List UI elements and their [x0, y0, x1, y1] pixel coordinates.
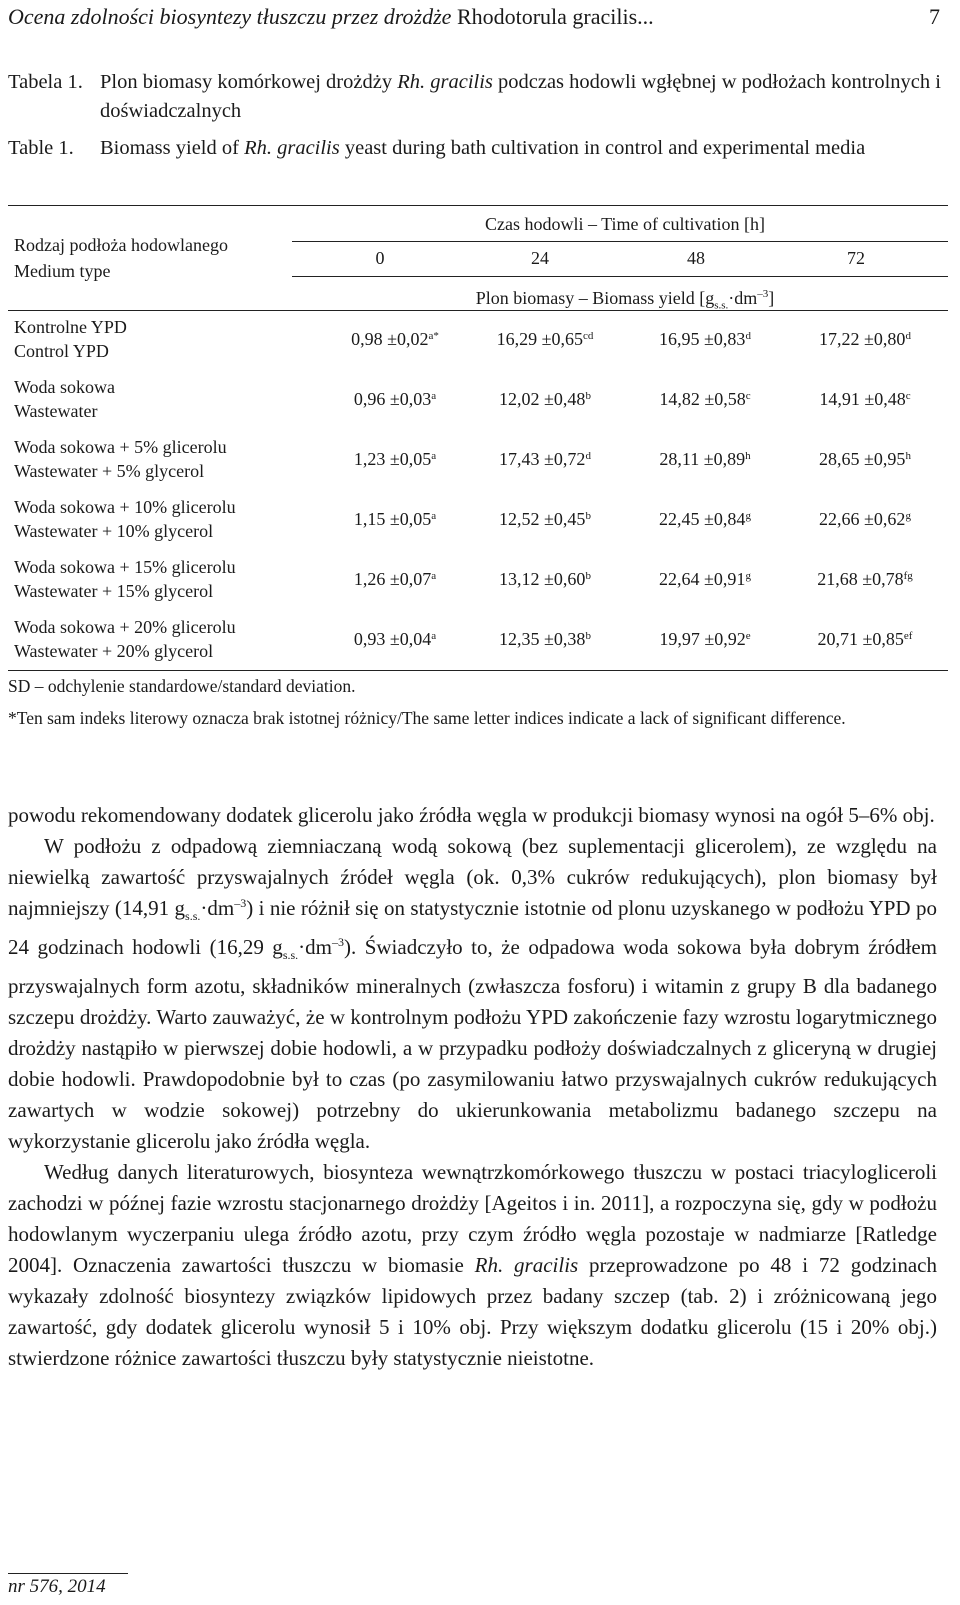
body-text: [8, 800, 937, 1374]
header-title-text: Ocena zdolności biosyntezy tłuszczu przez drożdże: [8, 4, 457, 29]
cell-value: 19,97 ±0,92: [659, 629, 746, 649]
header-title-species: Rhodotorula gracilis...: [456, 4, 654, 29]
cell-index-letter: b: [585, 510, 591, 522]
yield-header-suffix: ]: [768, 288, 775, 308]
cell-index-letter: d: [905, 330, 911, 342]
cell-value: 0,96 ±0,03: [353, 389, 432, 409]
cell-index-letter: fg: [903, 570, 913, 582]
cell-index-letter: b: [585, 570, 591, 582]
table-cell: [620, 387, 790, 414]
yield-header: [320, 282, 930, 318]
time-48: 48: [687, 248, 705, 268]
table-cell: [310, 507, 480, 534]
time-72: 72: [847, 248, 865, 268]
caption-pl-label: Tabela 1.: [8, 71, 83, 93]
cell-index-letter: b: [585, 390, 591, 402]
table-cell: [780, 567, 950, 594]
cell-value: 14,91 ±0,48: [819, 389, 906, 409]
table-caption-en: [0, 134, 960, 194]
table-cell: [460, 627, 630, 654]
row-label-en: Wastewater + 10% glycerol: [14, 521, 214, 541]
table-cell: [620, 327, 790, 354]
running-header-title: [8, 4, 654, 30]
table-cell: [780, 627, 950, 654]
time-header-rule: [292, 241, 948, 242]
caption-pl-text-after: podczas hodowli wgłębnej w podłożach kontrolnych i doświadczalnych: [100, 71, 941, 122]
cell-value: 17,22 ±0,80: [819, 329, 906, 349]
cell-index-letter: b: [585, 630, 591, 642]
cell-index-letter: a: [431, 390, 437, 402]
cell-value: 22,64 ±0,91: [659, 569, 746, 589]
table-cell: [460, 507, 630, 534]
cell-index-letter: c: [745, 390, 751, 402]
table-cell: [310, 327, 480, 354]
time-header: Czas hodowli – Time of cultivation [h]: [485, 214, 765, 234]
cell-value: 22,45 ±0,84: [659, 509, 746, 529]
cell-value: 14,82 ±0,58: [659, 389, 746, 409]
cell-value: 22,66 ±0,62: [819, 509, 906, 529]
cell-value: 28,11 ±0,89: [659, 449, 746, 469]
cell-value: 16,29 ±0,65: [496, 329, 583, 349]
cell-index-letter: c: [905, 390, 911, 402]
table-cell: [310, 447, 480, 474]
table-cell: [780, 387, 950, 414]
cell-index-letter: a: [431, 630, 437, 642]
caption-en-species: Rh. gracilis: [244, 137, 340, 159]
cell-index-letter: g: [745, 510, 751, 522]
cell-index-letter: cd: [583, 330, 594, 342]
cell-index-letter: h: [745, 450, 751, 462]
caption-en-label: Table 1.: [8, 137, 74, 159]
cell-value: 21,68 ±0,78: [817, 569, 904, 589]
p2-part-a: W podłożu z odpadową ziemniaczaną wodą sokową (bez suplementacji glicerolem), ze względu na niewielką zawartość przyswajalnych źródeł węgla (ok. 0,3% cukrów redukujących), plon biomasy był najmniejszy (14,91 g: [8, 834, 937, 920]
p2-unit-1: ·dm: [200, 896, 235, 920]
row-label-pl: Woda sokowa + 5% glicerolu: [14, 437, 227, 457]
cell-value: 12,52 ±0,45: [499, 509, 586, 529]
table-cell: [460, 567, 630, 594]
table-cell: [310, 387, 480, 414]
p3-part-a: Według danych literaturowych, biosynteza wewnątrzkomórkowego tłuszczu w postaci triacylogliceroli zachodzi w późnej fazie wzrostu stacjonarnego drożdży [Ageitos i in. 2011], a rozpoczyna się, gdy w podłożu hodowlanym wyczerpaniu ulega źródło azotu, przy czym źródło węgla pozostaje w nadmiarze [Ratledge 2004]. Oznaczenia zawartości tłuszczu w biomasie: [8, 1160, 937, 1278]
table-bottom-rule: [8, 670, 948, 671]
caption-en-text-after: yeast during bath cultivation in control and experimental media: [339, 137, 866, 159]
time-24: 24: [531, 248, 549, 268]
cell-value: 1,26 ±0,07: [353, 569, 432, 589]
cell-value: 0,98 ±0,02: [351, 329, 429, 349]
table-cell: [620, 567, 790, 594]
row-label-en: Wastewater + 15% glycerol: [14, 581, 214, 601]
row-label-en: Wastewater + 20% glycerol: [14, 641, 214, 661]
table-cell: [310, 627, 480, 654]
row-label-pl: Woda sokowa + 15% glicerolu: [14, 557, 236, 577]
caption-en-text: [100, 134, 948, 163]
cell-index-letter: e: [745, 630, 751, 642]
yield-header-sup: –3: [757, 288, 769, 300]
p2-sup-1: –3: [234, 896, 247, 910]
caption-pl-text: [100, 68, 948, 126]
cell-index-letter: ef: [903, 630, 913, 642]
table-cell: [460, 387, 630, 414]
table-cell: [780, 327, 950, 354]
table-cell: [620, 507, 790, 534]
paragraph-2: [8, 831, 937, 1157]
cell-index-letter: h: [905, 450, 911, 462]
p2-sub-2: s.s.: [282, 948, 299, 963]
table-row-label: [14, 435, 227, 483]
table-cell: [460, 327, 630, 354]
table-row-label: [14, 375, 115, 423]
row-header-en: Medium type: [14, 261, 111, 281]
page-number: 7: [929, 4, 940, 29]
cell-index-letter: g: [745, 570, 751, 582]
yield-header-sub: s.s.: [714, 299, 729, 312]
cell-value: 16,95 ±0,83: [659, 329, 746, 349]
row-label-pl: Woda sokowa: [14, 377, 116, 397]
yield-header-unit: ·dm: [728, 288, 758, 308]
cell-index-letter: d: [745, 330, 751, 342]
times-rule: [292, 276, 948, 277]
p2-sub-1: s.s.: [185, 909, 201, 924]
table-cell: [460, 447, 630, 474]
cell-value: 0,93 ±0,04: [353, 629, 432, 649]
cell-index-letter: d: [585, 450, 591, 462]
table-caption-pl: [0, 68, 960, 128]
row-header-pl: Rodzaj podłoża hodowlanego: [14, 235, 228, 255]
time-0: 0: [375, 248, 385, 268]
running-header: [8, 4, 946, 32]
table-row-label: [14, 555, 236, 603]
table-cell: [310, 567, 480, 594]
table-row-label: [14, 495, 236, 543]
row-label-en: Wastewater: [14, 401, 98, 421]
footer-rule: [8, 1573, 128, 1574]
cell-value: 1,15 ±0,05: [353, 509, 432, 529]
paragraph-3: [8, 1157, 937, 1374]
paragraph-1: powodu rekomendowany dodatek glicerolu jako źródła węgla w produkcji biomasy wynosi na ogół 5–6% obj.: [8, 803, 935, 827]
cell-index-letter: a*: [428, 330, 439, 342]
note-sd: SD – odchylenie standardowe/standard deviation.: [8, 676, 356, 696]
cell-index-letter: a: [431, 450, 437, 462]
p2-part-b: ) i nie różnił się on statystycznie istotnie od plonu uzyskanego w podłożu YPD po 24 godzinach hodowli (16,29 g: [8, 896, 937, 960]
row-label-pl: Woda sokowa + 10% glicerolu: [14, 497, 236, 517]
row-header: [14, 232, 228, 284]
row-label-en: Wastewater + 5% glycerol: [14, 461, 205, 481]
cell-value: 12,02 ±0,48: [499, 389, 586, 409]
cell-value: 1,23 ±0,05: [353, 449, 432, 469]
p3-species: Rh. gracilis: [474, 1253, 579, 1278]
caption-pl-text-before: Plon biomasy komórkowej drożdży: [100, 71, 398, 93]
cell-index-letter: a: [431, 510, 437, 522]
p2-sup-2: –3: [331, 935, 344, 950]
row-label-pl: Woda sokowa + 20% glicerolu: [14, 617, 236, 637]
table-cell: [620, 627, 790, 654]
header-bottom-rule: [8, 310, 948, 311]
footer-issue: nr 576, 2014: [8, 1576, 106, 1597]
cell-value: 13,12 ±0,60: [499, 569, 586, 589]
p2-unit-2: ·dm: [298, 935, 332, 960]
row-label-pl: Kontrolne YPD: [14, 317, 127, 337]
table-row-label: [14, 615, 236, 663]
table-row-label: [14, 315, 127, 363]
cell-index-letter: g: [905, 510, 911, 522]
yield-header-prefix: Plon biomasy – Biomass yield [g: [475, 288, 715, 308]
row-label-en: Control YPD: [14, 341, 109, 361]
cell-value: 28,65 ±0,95: [819, 449, 906, 469]
p3-part-b: przeprowadzone po 48 i 72 godzinach wykazały zdolność biosyntezy związków lipidowych przez badany szczep (tab. 2) i zróżnicowaną jego zawartość, gdy dodatek glicerolu wynosił 5 i 10% obj. Przy większym dodatku glicerolu (15 i 20% obj.) stwierdzone różnice zawartości tłuszczu były statystycznie nieistotne.: [8, 1253, 938, 1371]
cell-value: 20,71 ±0,85: [817, 629, 904, 649]
cell-value: 12,35 ±0,38: [499, 629, 586, 649]
table-top-rule: [8, 205, 948, 206]
table-cell: [620, 447, 790, 474]
cell-index-letter: a: [431, 570, 437, 582]
caption-pl-species: Rh. gracilis: [397, 71, 493, 93]
table-cell: [780, 507, 950, 534]
caption-en-text-before: Biomass yield of: [100, 137, 245, 159]
cell-value: 17,43 ±0,72: [499, 449, 586, 469]
note-index: *Ten sam indeks literowy oznacza brak istotnej różnicy/The same letter indices indicate a lack of significant difference.: [8, 708, 846, 728]
table-cell: [780, 447, 950, 474]
p2-part-c: ). Świadczyło to, że odpadowa woda sokowa była dobrym źródłem przyswajalnych form azotu, składników mineralnych (zwłaszcza fosforu) i witamin z grupy B dla badanego szczepu drożdży. Warto zauważyć, że w kontrolnym podłożu YPD zakończenie fazy wzrostu logarytmicznego drożdży nastąpiło w pierwszej dobie hodowli, a w przypadku podłoży doświadczalnych z gliceryną w drugiej dobie hodowli. Prawdopodobnie był to czas (po zasymilowaniu łatwo przyswajalnych cukrów redukujących zawartych w wodzie sokowej) potrzebny do ukierunkowania metabolizmu badanego szczepu na wykorzystanie glicerolu jako źródła węgla.: [8, 935, 938, 1154]
